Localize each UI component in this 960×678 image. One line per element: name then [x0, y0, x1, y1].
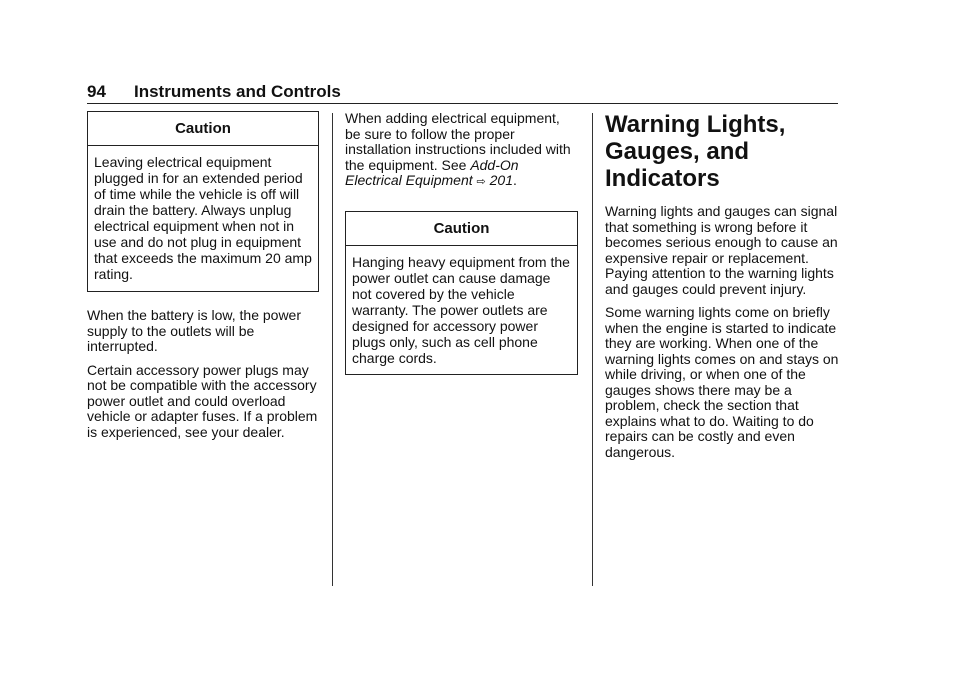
cross-reference-link[interactable]: Add-On Electrical Equipment: [345, 156, 519, 188]
intro-text: When adding electrical equipment, be sure to follow the proper installation instructions included with the equipment. See: [345, 110, 571, 173]
caution-box-heavy-equipment: [345, 211, 578, 375]
column-1: [87, 111, 319, 448]
page-ref-arrow-icon: ⇨: [476, 176, 486, 188]
caution-box-battery: [87, 111, 319, 292]
paragraph-battery-low: When the battery is low, the power supply to the outlets will be interrupted.: [87, 307, 301, 354]
column-3: [605, 111, 840, 468]
caution-title: Caution: [346, 220, 577, 246]
paragraph-warning-detail: Some warning lights come on briefly when the engine is started to indicate they are working. When one of the warning lights comes on and stays on while driving, or when one of the gauges shows there may be a problem, check the section that explains what to do. Waiting to do repairs can be costly and even dangerous.: [605, 304, 839, 460]
paragraph-compatibility: Certain accessory power plugs may not be compatible with the accessory power outlet and could overload vehicle or adapter fuses. If a problem is experienced, see your dealer.: [87, 361, 318, 440]
section-title: Instruments and Controls: [134, 82, 341, 101]
column-divider-2: [592, 113, 593, 586]
section-heading: Warning Lights, Gauges, and Indicators: [605, 111, 786, 192]
caution-text: Hanging heavy equipment from the power outlet can cause damage not covered by the vehicle warranty. The power outlets are designed for accessory power plugs only, such as cell phone charge cords.: [352, 253, 570, 366]
paragraph-warning-intro: Warning lights and gauges can signal that something is wrong before it becomes serious enough to cause an expensive repair or replacement. Paying attention to the warning lights and gauges could prevent injury.: [605, 203, 838, 297]
column-divider-1: [332, 113, 333, 586]
caution-text: Leaving electrical equipment plugged in for an extended period of time while the vehicle is off will drain the battery. Always unplug electrical equipment when not in use and do not plug in equipment that exceeds the maximum 20 amp rating.: [94, 154, 312, 282]
caution-title: Caution: [88, 120, 318, 146]
cross-reference-page[interactable]: 201: [489, 172, 513, 188]
page-number: 94: [87, 82, 106, 101]
paragraph-adding-equipment: When adding electrical equipment, be sure to follow the proper installation instructions included with the equipment. See Add-On Electrical Equipment ⇨ 201.: [345, 110, 571, 188]
column-2: [345, 111, 578, 391]
page-header: [87, 82, 838, 104]
